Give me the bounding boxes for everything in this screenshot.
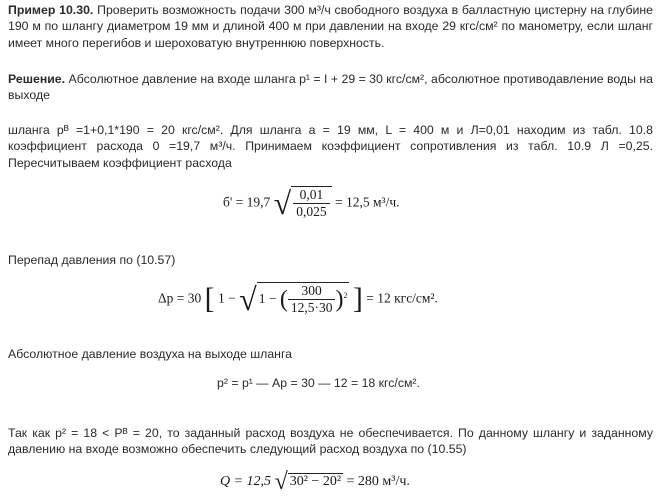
paren-close: ) bbox=[335, 286, 344, 313]
formula-2-exponent: 2 bbox=[343, 290, 348, 300]
formula-1-numerator: 0,01 bbox=[299, 187, 324, 202]
pressure-drop-paragraph bbox=[8, 252, 653, 268]
formula-4-lhs: Q = 12,5 bbox=[220, 474, 272, 490]
formula-2-one-b: 1 − bbox=[258, 290, 277, 306]
formula-3-text: р² = р¹ — Ар = 30 — 12 = 18 кгс/см². bbox=[217, 376, 420, 390]
pressure-drop-text: Перепад давления по (10.57) bbox=[8, 253, 176, 267]
formula-flow-rate bbox=[220, 470, 410, 494]
formula-2-radicand bbox=[257, 282, 350, 317]
formula-2-rhs: = 12 кгс/см². bbox=[366, 290, 438, 306]
formula-1-denominator: 0,025 bbox=[293, 203, 329, 220]
formula-outlet-pressure bbox=[217, 375, 420, 391]
paren-open: ( bbox=[279, 286, 288, 313]
formula-2-lhs: Δp = 30 bbox=[158, 290, 202, 306]
example-paragraph bbox=[8, 2, 653, 51]
solution-text: Абсолютное давление на входе шланга р¹ = I + 29 = 30 кгс/см², абсолютное противодавление воды на выходе bbox=[8, 72, 653, 103]
formula-1-lhs: б' = 19,7 bbox=[223, 194, 271, 210]
formula-2-denominator: 12,5·30 bbox=[288, 299, 336, 316]
bracket-close: ] bbox=[352, 282, 363, 316]
bracket-open: [ bbox=[204, 282, 215, 316]
formula-2-one-a: 1 − bbox=[218, 290, 236, 306]
example-title: Пример 10.30. bbox=[8, 3, 94, 17]
conclusion-paragraph bbox=[8, 425, 653, 458]
hose-paragraph bbox=[8, 122, 653, 171]
sqrt-symbol: √ bbox=[273, 185, 292, 222]
formula-4-rhs: = 280 м³/ч. bbox=[346, 474, 410, 490]
example-text: Проверить возможность подачи 300 м³/ч свободного воздуха в балластную цистерну на глубине 190 м по шлангу диаметром 19 мм и длиной 400 м при давлении на входе 29 кгс/см² по манометру, если шланг имеет много перегибов и шероховатую внутреннюю поверхность. bbox=[8, 3, 653, 50]
solution-paragraph bbox=[8, 71, 653, 104]
hose-text: шланга рᴮ =1+0,1*190 = 20 кгс/см². Для шланга а = 19 мм, L = 400 м и Л=0,01 находим из табл. 10.8 коэффициент расхода 0 =19,7 м³/ч. Принимаем коэффициент сопротивления из табл. 10.9 Л =0,25. Пересчитываем коэффициент расхода bbox=[8, 123, 653, 170]
formula-1-rhs: = 12,5 м³/ч. bbox=[334, 194, 400, 210]
sqrt-symbol: √ bbox=[274, 469, 288, 495]
formula-pressure-drop bbox=[158, 282, 438, 317]
outlet-pressure-text: Абсолютное давление воздуха на выходе шланга bbox=[8, 347, 293, 361]
conclusion-text: Так как р² = 18 < Рᴮ = 20, то заданный расход воздуха не обеспечивается. По данному шлангу и заданному давлению на входе возможно обеспечить следующий расход воздуха по (10.55) bbox=[8, 426, 653, 457]
formula-flow-coefficient bbox=[223, 186, 399, 221]
sqrt-symbol: √ bbox=[239, 281, 257, 318]
outlet-pressure-paragraph bbox=[8, 346, 653, 362]
solution-title: Решение. bbox=[8, 72, 66, 86]
formula-2-numerator: 300 bbox=[301, 283, 322, 298]
formula-1-radicand bbox=[291, 186, 331, 221]
formula-4-radicand: 30² − 20² bbox=[289, 474, 342, 490]
